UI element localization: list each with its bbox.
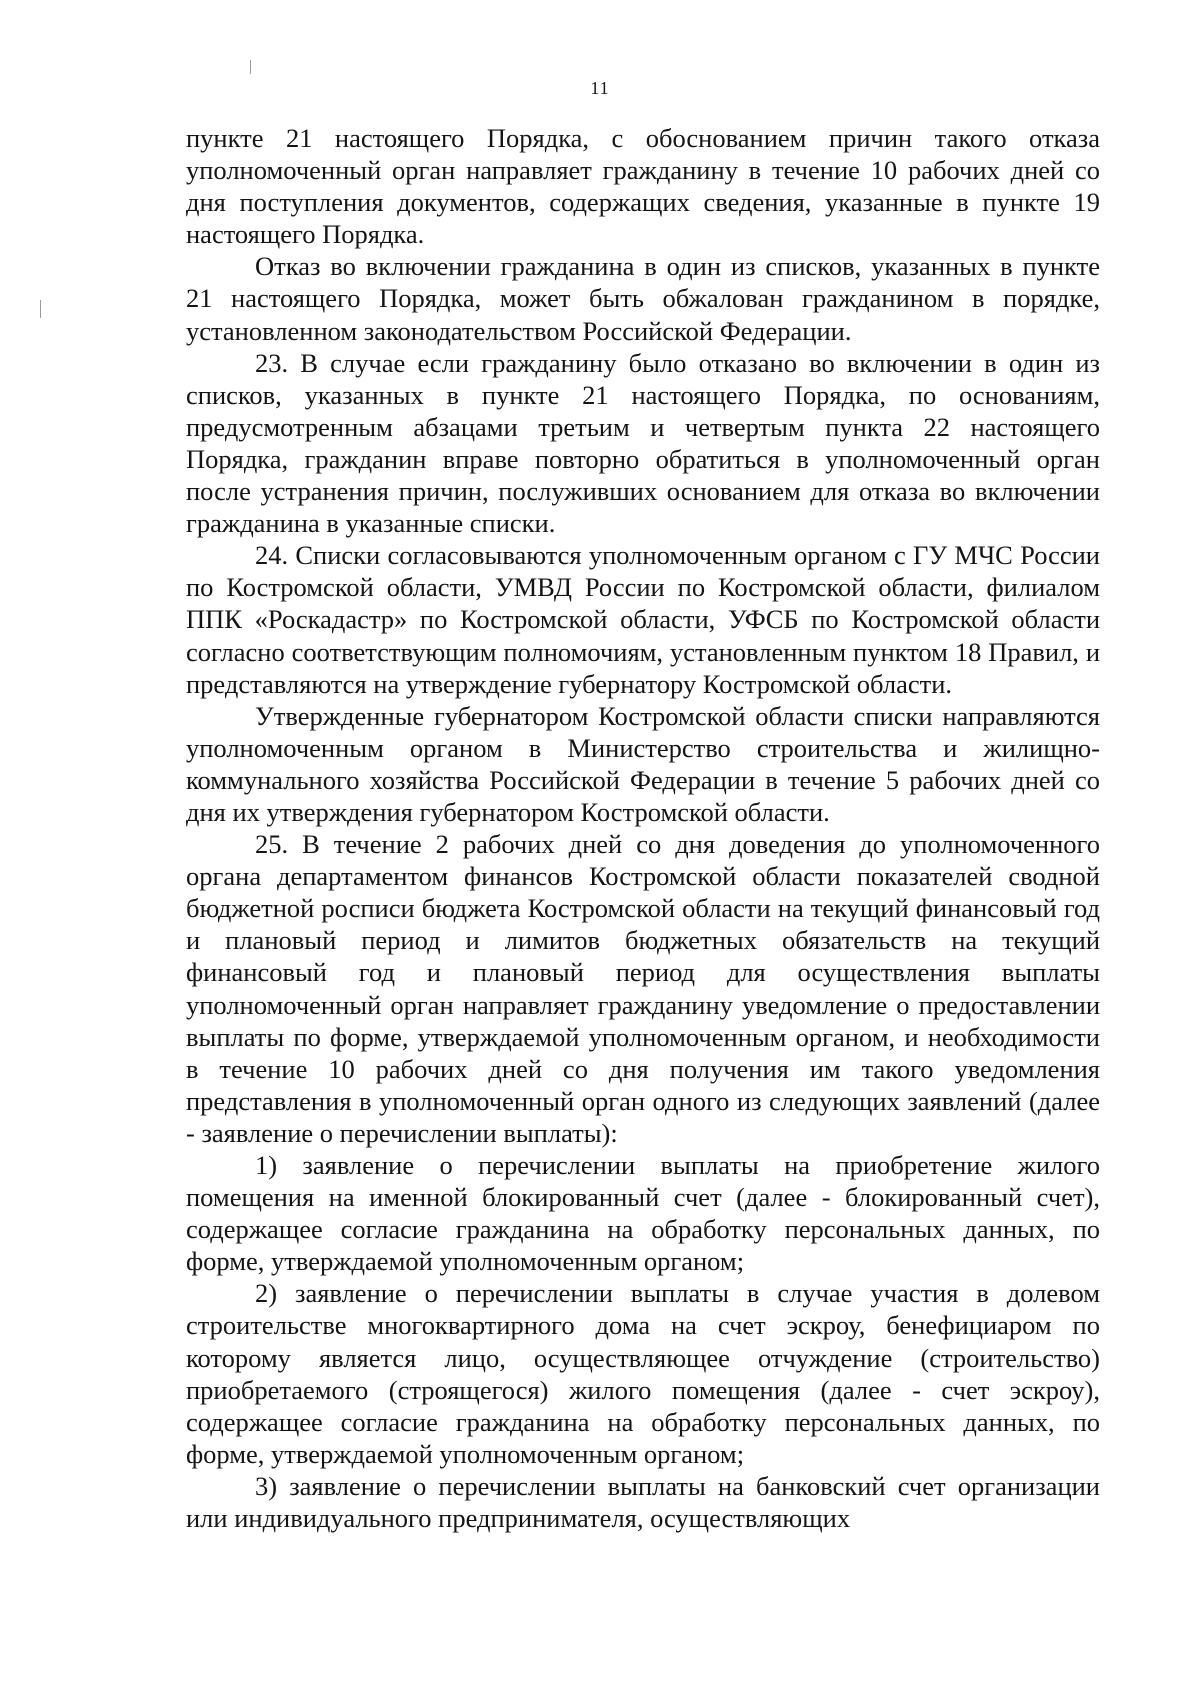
paragraph: пункте 21 настоящего Порядка, с обоснованием причин такого отказа уполномоченный орган направляет гражданину в течение 10 рабочих дней со дня поступления документов, содержащих сведения, указанные в пункте 19 настоящего Порядка. <box>186 123 1100 250</box>
paragraph: Утвержденные губернатором Костромской области списки направляются уполномоченным органом в Министерство строительства и жилищно-коммунального хозяйства Российской Федерации в течение 5 рабочих дней со дня их утверждения губернатором Костромской области. <box>186 700 1100 827</box>
scan-artifact-top <box>250 60 251 74</box>
scan-artifact-left <box>40 300 41 318</box>
page-number: 11 <box>590 78 610 98</box>
document-body <box>186 122 1100 1534</box>
paragraph: 3) заявление о перечислении выплаты на банковский счет организации или индивидуального предпринимателя, осуществляющих <box>186 1470 1100 1534</box>
paragraph: 24. Списки согласовываются уполномоченным органом с ГУ МЧС России по Костромской области, УМВД России по Костромской области, филиалом ППК «Роскадастр» по Костромской области, УФСБ по Костромской области согласно соответствующим полномочиям, установленным пунктом 18 Правил, и представляются на утверждение губернатору Костромской области. <box>186 540 1100 699</box>
paragraph: 23. В случае если гражданину было отказано во включении в один из списков, указанных в пункте 21 настоящего Порядка, по основаниям, предусмотренным абзацами третьим и четвертым пункта 22 настоящего Порядка, гражданин вправе повторно обратиться в уполномоченный орган после устранения причин, послуживших основанием для отказа во включении гражданина в указанные списки. <box>186 347 1100 539</box>
paragraph: Отказ во включении гражданина в один из списков, указанных в пункте 21 настоящего Порядка, может быть обжалован гражданином в порядке, установленном законодательством Российской Федерации. <box>186 251 1100 346</box>
paragraph: 2) заявление о перечислении выплаты в случае участия в долевом строительстве многоквартирного дома на счет эскроу, бенефициаром по которому является лицо, осуществляющее отчуждение (строительство) приобретаемого (строящегося) жилого помещения (далее - счет эскроу), содержащее согласие гражданина на обработку персональных данных, по форме, утверждаемой уполномоченным органом; <box>186 1278 1100 1469</box>
paragraph: 1) заявление о перечислении выплаты на приобретение жилого помещения на именной блокированный счет (далее - блокированный счет), содержащее согласие гражданина на обработку персональных данных, по форме, утверждаемой уполномоченным органом; <box>186 1150 1100 1277</box>
paragraph: 25. В течение 2 рабочих дней со дня доведения до уполномоченного органа департаментом финансов Костромской области показателей сводной бюджетной росписи бюджета Костромской области на текущий финансовый год и плановый период и лимитов бюджетных обязательств на текущий финансовый год и плановый период для осуществления выплаты уполномоченный орган направляет гражданину уведомление о предоставлении выплаты по форме, утверждаемой уполномоченным органом, и необходимости в течение 10 рабочих дней со дня получения им такого уведомления представления в уполномоченный орган одного из следующих заявлений (далее - заявление о перечислении выплаты): <box>186 829 1100 1148</box>
